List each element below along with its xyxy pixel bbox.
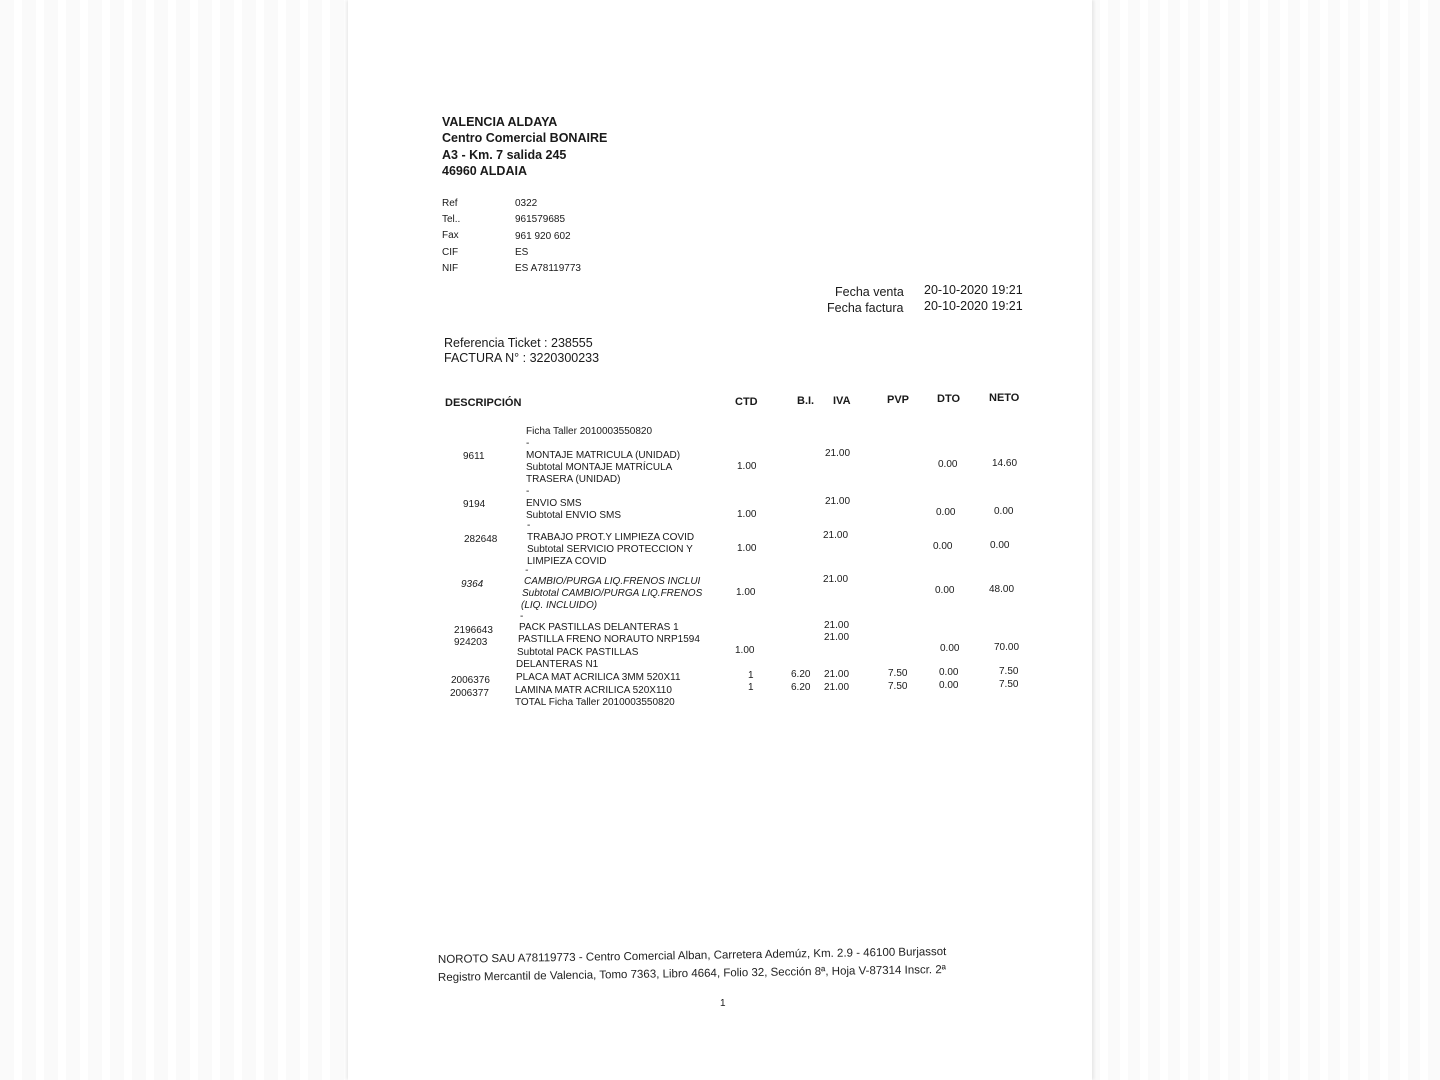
invoice-number: FACTURA N° : 3220300233 <box>444 351 600 365</box>
header-neto: NETO <box>989 392 1020 404</box>
header-qty: CTD <box>735 396 758 408</box>
item-dto: 0.00 <box>936 507 956 518</box>
item-qty: 1 <box>748 670 754 681</box>
separator-dash: - <box>526 438 530 449</box>
header-dto: DTO <box>937 393 961 405</box>
item-description: MONTAJE MATRICULA (UNIDAD) <box>526 450 681 461</box>
item-code: 2196643 <box>454 625 493 636</box>
item-description: TRABAJO PROT.Y LIMPIEZA COVID <box>527 532 695 543</box>
item-bi: 6.20 <box>791 669 811 680</box>
item-description: Subtotal SERVICIO PROTECCION Y <box>527 544 693 555</box>
item-description: Subtotal CAMBIO/PURGA LIQ.FRENOS <box>522 588 703 599</box>
item-description: Subtotal PACK PASTILLAS <box>517 647 639 658</box>
background-fabric-right <box>1088 0 1440 1080</box>
store-name: VALENCIA ALDAYA <box>442 115 558 129</box>
item-neto: 7.50 <box>999 679 1019 690</box>
item-description: PACK PASTILLAS DELANTERAS 1 <box>519 622 679 633</box>
item-code: 924203 <box>454 637 488 648</box>
header-iva: IVA <box>833 395 851 407</box>
item-description: LIMPIEZA COVID <box>527 556 607 567</box>
item-iva: 21.00 <box>823 530 849 541</box>
item-neto: 0.00 <box>990 540 1010 551</box>
info-label: CIF <box>442 247 459 258</box>
info-value: ES <box>515 247 529 258</box>
item-code: 9194 <box>463 499 486 510</box>
item-code: 9364 <box>461 579 484 590</box>
header-bi: B.I. <box>797 395 815 407</box>
sale-date-label: Fecha venta <box>835 285 904 299</box>
info-value: ES A78119773 <box>515 263 581 274</box>
item-neto: 70.00 <box>994 642 1020 653</box>
item-qty: 1 <box>748 682 754 693</box>
info-label: Fax <box>442 230 459 241</box>
footer-registry: Registro Mercantil de Valencia, Tomo 7363, Libro 4664, Folio 32, Sección 8ª, Hoja V-87314 Inscr. 2ª <box>437 964 947 984</box>
item-code: 282648 <box>464 534 498 545</box>
separator-dash: - <box>525 565 529 576</box>
item-iva: 21.00 <box>824 620 850 631</box>
item-pvp: 7.50 <box>888 681 908 692</box>
info-label: Ref <box>442 198 458 209</box>
info-value: 961 920 602 <box>515 231 571 242</box>
item-neto: 14.60 <box>992 458 1018 469</box>
header-pvp: PVP <box>887 394 910 406</box>
item-dto: 0.00 <box>939 680 959 691</box>
item-neto: 48.00 <box>989 584 1015 595</box>
item-iva: 21.00 <box>824 632 850 643</box>
item-dto: 0.00 <box>933 541 953 552</box>
ficha-taller: Ficha Taller 2010003550820 <box>526 426 653 437</box>
item-qty: 1.00 <box>737 543 757 554</box>
item-pvp: 7.50 <box>888 668 908 679</box>
item-code: 9611 <box>463 451 485 462</box>
info-label: NIF <box>442 263 459 274</box>
ticket-reference: Referencia Ticket : 238555 <box>444 336 593 350</box>
item-qty: 1.00 <box>735 645 755 656</box>
item-description: DELANTERAS N1 <box>516 659 599 670</box>
item-dto: 0.00 <box>935 585 955 596</box>
item-neto: 7.50 <box>999 666 1019 677</box>
separator-dash: - <box>526 486 530 497</box>
item-description: TRASERA (UNIDAD) <box>526 474 621 485</box>
footer-company: NOROTO SAU A78119773 - Centro Comercial Alban, Carretera Ademúz, Km. 2.9 - 46100 Burjassot <box>437 946 947 966</box>
invoice-date-value: 20-10-2020 19:21 <box>924 299 1023 313</box>
item-description: LAMINA MATR ACRILICA 520X110 <box>515 685 672 696</box>
item-iva: 21.00 <box>824 669 850 680</box>
item-iva: 21.00 <box>824 682 850 693</box>
item-iva: 21.00 <box>825 496 851 507</box>
item-code: 2006377 <box>450 688 489 699</box>
total-line: TOTAL Ficha Taller 2010003550820 <box>515 697 675 708</box>
item-qty: 1.00 <box>736 587 756 598</box>
item-description: CAMBIO/PURGA LIQ.FRENOS INCLUI <box>524 576 701 587</box>
store-center: Centro Comercial BONAIRE <box>442 131 608 145</box>
item-neto: 0.00 <box>994 506 1014 517</box>
info-label: Tel.. <box>442 214 461 225</box>
info-value: 0322 <box>515 198 538 209</box>
page-number: 1 <box>720 998 726 1009</box>
item-description: (LIQ. INCLUIDO) <box>521 600 598 611</box>
item-iva: 21.00 <box>825 448 851 459</box>
item-dto: 0.00 <box>939 667 959 678</box>
separator-dash: - <box>527 520 531 531</box>
item-dto: 0.00 <box>940 643 960 654</box>
item-description: ENVIO SMS <box>526 498 582 509</box>
item-code: 2006376 <box>451 675 490 686</box>
invoice-page <box>348 0 1092 1080</box>
item-bi: 6.20 <box>791 682 811 693</box>
separator-dash: - <box>520 611 524 622</box>
info-value: 961579685 <box>515 214 566 225</box>
item-qty: 1.00 <box>737 461 757 472</box>
item-iva: 21.00 <box>823 574 849 585</box>
header-description: DESCRIPCIÓN <box>445 397 522 409</box>
sale-date-value: 20-10-2020 19:21 <box>924 283 1023 297</box>
item-qty: 1.00 <box>737 509 757 520</box>
background-fabric-left <box>0 0 352 1080</box>
item-dto: 0.00 <box>938 459 958 470</box>
store-city: 46960 ALDAIA <box>442 164 527 178</box>
item-description: PLACA MAT ACRILICA 3MM 520X11 <box>516 672 681 683</box>
item-description: PASTILLA FRENO NORAUTO NRP1594 <box>518 634 700 645</box>
item-description: Subtotal MONTAJE MATRÍCULA <box>526 462 673 473</box>
store-address: A3 - Km. 7 salida 245 <box>442 148 567 162</box>
item-description: Subtotal ENVIO SMS <box>526 510 622 521</box>
invoice-date-label: Fecha factura <box>827 301 904 315</box>
